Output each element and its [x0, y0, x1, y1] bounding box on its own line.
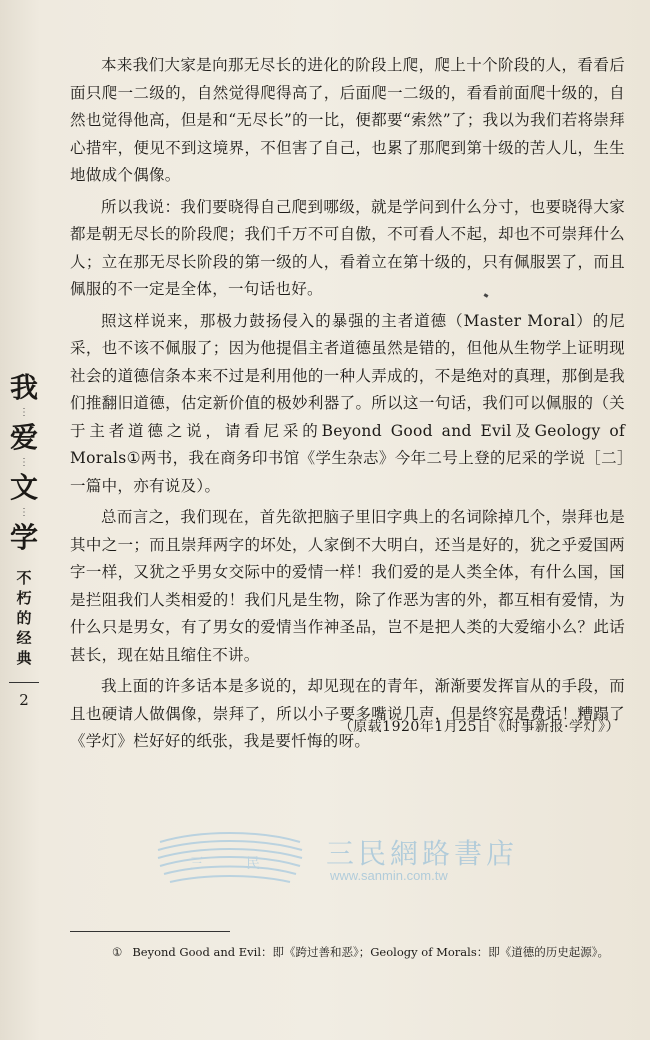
footnote-text: Beyond Good and Evil：即《跨过善和恶》；Geology of Morals：即《道德的历史起源》。	[132, 945, 609, 959]
title-char: 我	[9, 371, 38, 404]
paragraph: 所以我说：我们要晓得自己爬到哪级，就是学问到什么分寸，也要晓得大家都是朝无尽长的阶段爬；我们千万不可自傲，不可看人不起，却也不可崇拜什么人；立在那无尽长阶段的第一级的人，看着立在第十级的，只有佩服罢了，而且佩服的不一定是全体，一句话也好。	[70, 197, 625, 298]
bookstore-logo-icon	[150, 828, 310, 890]
title-char: 文	[9, 471, 38, 504]
paragraph: 照这样说来，那极力鼓扬侵入的暴强的主者道德（Master Moral）的尼采，也不该不佩服了；因为他提倡主者道德虽然是错的，但他从生物学上证明现社会的道德信条本来不过是利用他的一种人弄成的，不是绝对的真理，那倒是我们推翻旧道德，估定新价值的极妙利器了。所以这一句话，我们可以佩服的（关于主者道德之说，请看尼采的Beyond Good and Evil及Geology of Morals①两书，我在商务印书馆《学生杂志》今年二号上登的尼采的学说［二］一篇中，亦有说及）。	[70, 311, 625, 495]
divider	[9, 682, 39, 683]
main-text	[70, 52, 625, 760]
logo-char: 三	[190, 856, 204, 872]
running-title	[6, 368, 42, 709]
footnote-mark: ①	[112, 945, 123, 959]
bookstore-name: 三民網路書店	[326, 837, 519, 870]
paragraph: 我上面的许多话本是多说的，却见现在的青年，渐渐要发挥盲从的手段，而且也硬请人做偶像，崇拜了，所以小子要多嘴说几声，但是终究是费话！糟蹋了《学灯》栏好好的纸张，我是要忏悔的呀。	[70, 677, 625, 750]
footnote	[112, 944, 612, 960]
source-citation: （原载1920年1月25日《时事新报·学灯》）	[338, 719, 620, 735]
watermark	[150, 822, 519, 892]
paragraph: 总而言之，我们现在，首先欲把脑子里旧字典上的名词除掉几个，崇拜也是其中之一；而且崇拜两字的坏处，人家倒不大明白，还当是好的，犹之乎爱国两字一样，又犹之乎男女交际中的爱情一样！我们爱的是人类全体，有什么国，国是拦阻我们人类相爱的！我们凡是生物，除了作恶为害的外，都互相有爱情，为什么只是男女，有了男女的爱情当作神圣品，岂不是把人类的大爱缩小么？此话甚长，现在姑且缩住不讲。	[70, 508, 625, 664]
title-separator: ⋮	[19, 457, 29, 468]
page-number: 2	[19, 691, 29, 709]
title-char: 学	[9, 521, 38, 554]
title-separator: ⋮	[19, 507, 29, 518]
series-subtitle: 不朽的经典	[16, 569, 32, 667]
footnote-divider	[70, 931, 230, 932]
paragraph: 本来我们大家是向那无尽长的进化的阶段上爬，爬上十个阶段的人，看看后面只爬一二级的，自然觉得爬得高了，后面爬一二级的，看看前面爬十级的，自然也觉得他高，但是和“无尽长”的一比，便都要“索然”了；我以为我们若将崇拜心措牢，便见不到这境界，不但害了自己，也累了那爬到第十级的苦人儿，生生地做成个偶像。	[70, 56, 625, 184]
bookstore-url: www.sanmin.com.tw	[330, 868, 448, 883]
title-separator: ⋮	[19, 407, 29, 418]
title-char: 爱	[9, 421, 38, 454]
logo-char: 民	[246, 856, 260, 872]
